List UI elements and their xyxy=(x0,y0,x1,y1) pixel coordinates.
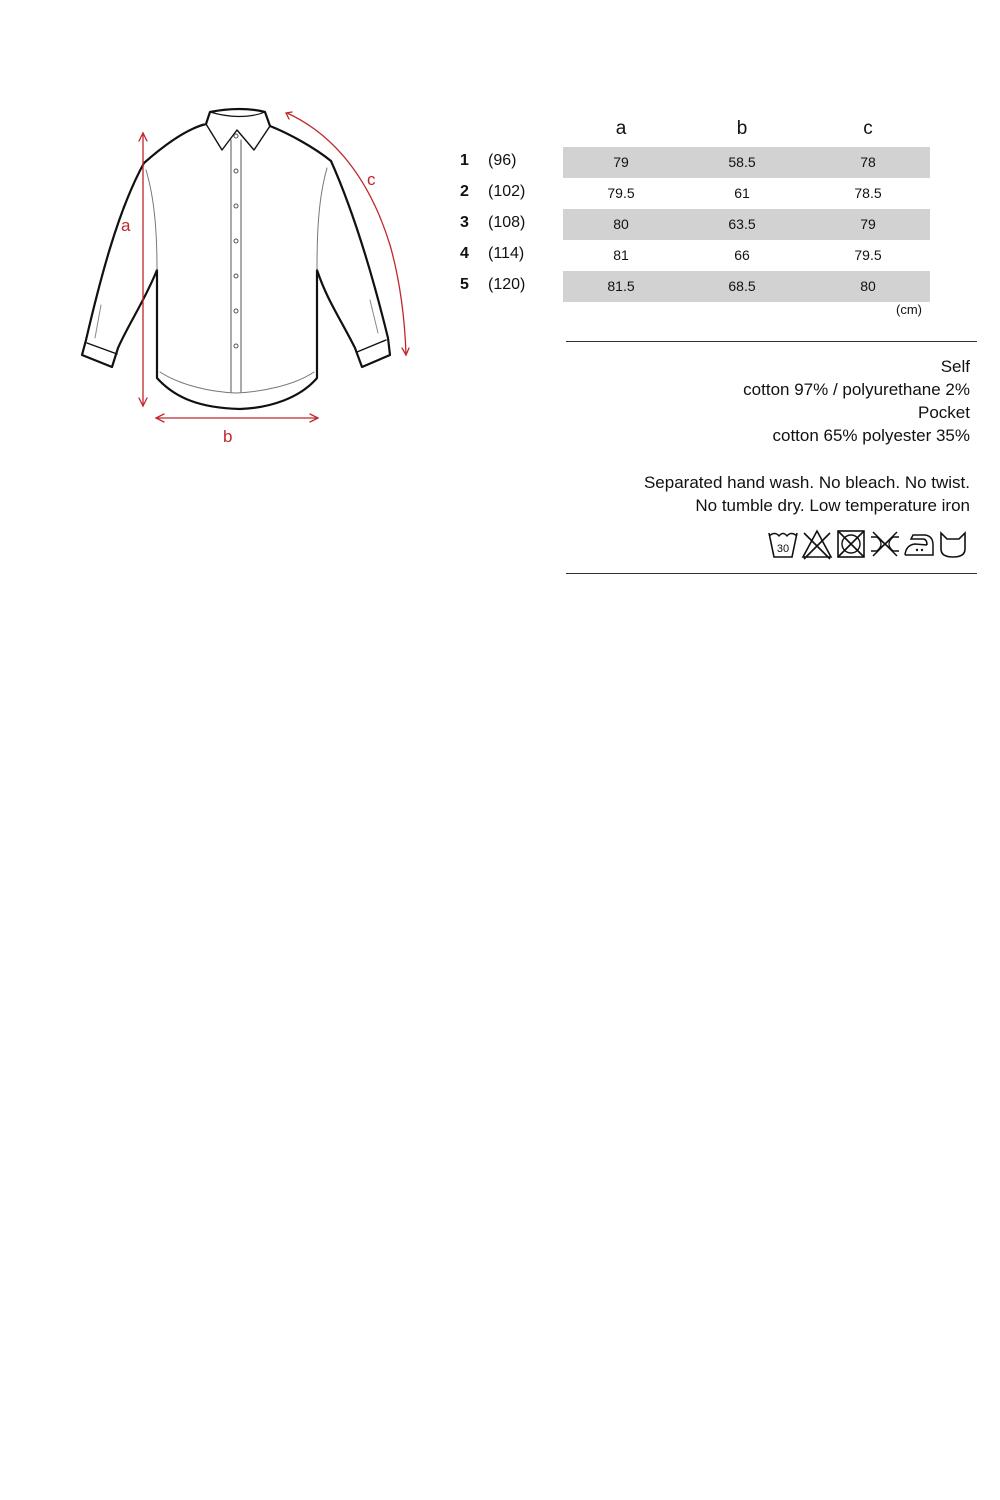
chest-measure: (120) xyxy=(488,276,526,293)
column-header-a: a xyxy=(615,118,627,139)
shirt-illustration xyxy=(70,95,430,455)
self-label: Self xyxy=(940,357,970,376)
cell-b: 63.5 xyxy=(728,216,756,232)
cell-b: 68.5 xyxy=(728,278,756,294)
cell-a: 81.5 xyxy=(607,278,635,294)
cell-a: 79.5 xyxy=(607,185,635,201)
column-header-b: b xyxy=(736,118,748,139)
cell-c: 79.5 xyxy=(854,247,882,263)
cell-b: 66 xyxy=(734,247,750,263)
care-icons xyxy=(767,527,969,561)
wash-temperature: 30 xyxy=(776,543,790,555)
column-header-c: c xyxy=(863,118,873,139)
table-row xyxy=(450,209,930,240)
cell-a: 80 xyxy=(613,216,629,232)
wash-30-icon xyxy=(767,527,799,561)
no-bleach-icon xyxy=(801,527,833,561)
size-number: 4 xyxy=(460,245,469,262)
pocket-composition: cotton 65% polyester 35% xyxy=(772,426,970,445)
cell-c: 79 xyxy=(860,216,876,232)
care-block xyxy=(566,341,977,574)
unit-label: (cm) xyxy=(896,302,922,317)
hand-wash-icon xyxy=(937,527,969,561)
table-row xyxy=(450,240,930,271)
no-tumble-dry-icon xyxy=(835,527,867,561)
size-number: 1 xyxy=(460,152,469,169)
label-a: a xyxy=(121,216,131,235)
label-b: b xyxy=(223,427,233,446)
self-composition: cotton 97% / polyurethane 2% xyxy=(743,380,970,399)
size-number: 5 xyxy=(460,276,469,293)
care-instructions-1: Separated hand wash. No bleach. No twist. xyxy=(643,473,970,492)
cell-c: 80 xyxy=(860,278,876,294)
chest-measure: (102) xyxy=(488,183,526,200)
care-instructions-2: No tumble dry. Low temperature iron xyxy=(695,496,970,515)
size-number: 3 xyxy=(460,214,469,231)
cell-c: 78 xyxy=(860,154,876,170)
cell-c: 78.5 xyxy=(854,185,882,201)
label-c: c xyxy=(367,170,376,189)
pocket-label: Pocket xyxy=(918,403,970,422)
table-row xyxy=(450,147,930,178)
cell-a: 81 xyxy=(613,247,629,263)
size-number: 2 xyxy=(460,183,469,200)
chest-measure: (114) xyxy=(488,245,525,262)
cell-a: 79 xyxy=(613,154,629,170)
no-wring-icon xyxy=(869,527,901,561)
iron-low-icon xyxy=(903,527,935,561)
table-row xyxy=(450,271,930,302)
chest-measure: (108) xyxy=(488,214,526,231)
chest-measure: (96) xyxy=(488,152,517,169)
cell-b: 61 xyxy=(734,185,750,201)
table-row xyxy=(450,178,930,209)
cell-b: 58.5 xyxy=(728,154,756,170)
